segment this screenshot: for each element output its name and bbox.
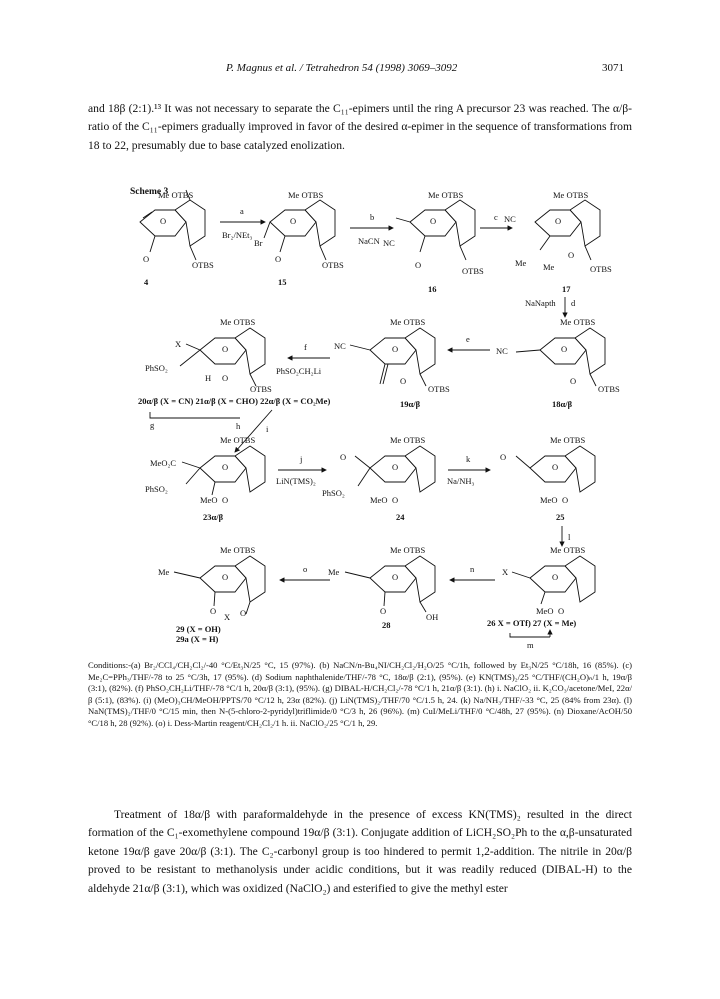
compound-label-28: 28 [382, 620, 391, 630]
group-me: Me [543, 262, 555, 272]
compound-label-16: 16 [428, 284, 437, 294]
compound-label-15: 15 [278, 277, 287, 287]
group-meo2c: MeO₂C [150, 458, 177, 468]
structure-29 [158, 545, 265, 644]
intro-paragraph: and 18β (2:1).¹³ It was not necessary to separate the C₁₁-epimers until the ring A precursor 23 was reached. The α/β-ratio of the C₁₁-epimers gradually improved in favor of the desired α-epimer in the sequence of transformations from 18 to 22, presumably due to base catalyzed enolization. [88, 102, 632, 152]
compound-label-20-22: 20α/β (X = CN) 21α/β (X = CHO) 22α/β (X = CO₂Me) [138, 396, 331, 406]
group-me-otbs: Me OTBS [220, 545, 256, 555]
step-j: j [300, 454, 303, 464]
group-otbs: OTBS [598, 384, 620, 394]
reagent-b: NaCN [358, 236, 380, 246]
group-oh: OH [426, 612, 439, 622]
step-c: c [494, 212, 498, 222]
group-o: O [340, 452, 347, 462]
group-me-otbs: Me OTBS [288, 190, 324, 200]
group-o: O [430, 216, 437, 226]
compound-label-26-27: 26 X = OTf) 27 (X = Me) [487, 618, 577, 628]
group-o: O [562, 495, 569, 505]
compound-label-25: 25 [556, 512, 565, 522]
group-me: Me [328, 567, 340, 577]
structure-20-22 [138, 317, 330, 406]
group-me-otbs: Me OTBS [158, 190, 194, 200]
step-a: a [240, 206, 244, 216]
group-me-otbs: Me OTBS [428, 190, 464, 200]
group-br: Br [254, 238, 263, 248]
group-x: X [224, 612, 231, 622]
group-o: O [222, 495, 229, 505]
group-nc: NC [504, 214, 516, 224]
compound-label-19: 19α/β [400, 399, 421, 409]
group-otbs: OTBS [322, 260, 344, 270]
step-k: k [466, 454, 471, 464]
group-o: O [561, 344, 568, 354]
group-otbs: OTBS [462, 266, 484, 276]
group-o: O [290, 216, 297, 226]
structure-18 [496, 317, 620, 409]
compound-label-29a: 29a (X = H) [176, 634, 219, 644]
group-o: O [222, 373, 229, 383]
group-x: X [175, 339, 182, 349]
group-o: O [392, 344, 399, 354]
structure-28 [328, 545, 438, 630]
step-g: g [150, 420, 155, 430]
group-otbs: OTBS [250, 384, 272, 394]
group-o: O [222, 462, 229, 472]
group-o: O [240, 608, 247, 618]
group-me-otbs: Me OTBS [550, 545, 586, 555]
page-number: 3071 [602, 62, 624, 74]
reagent-j: LiN(TMS)₂ [276, 476, 316, 486]
reagent-d: NaNapth [525, 298, 556, 308]
structure-24 [322, 435, 435, 522]
compound-label-24: 24 [396, 512, 405, 522]
group-meo: MeO [200, 495, 218, 505]
group-o: O [568, 250, 575, 260]
group-nc: NC [334, 341, 346, 351]
running-title: P. Magnus et al. / Tetrahedron 54 (1998) 3069–3092 [226, 62, 458, 74]
group-phso2: PhSO₂ [322, 488, 345, 498]
structure-15 [254, 190, 344, 287]
structure-16 [383, 190, 484, 294]
compound-label-17: 17 [562, 284, 571, 294]
compound-label-29: 29 (X = OH) [176, 624, 221, 634]
group-o: O [555, 216, 562, 226]
group-o: O [500, 452, 507, 462]
compound-label-18: 18α/β [552, 399, 573, 409]
step-n: n [470, 564, 475, 574]
group-o: O [222, 344, 229, 354]
reagent-a: Br₂/NEt₃ [222, 230, 253, 240]
compound-label-23: 23α/β [203, 512, 224, 522]
closing-paragraph: Treatment of 18α/β with paraformaldehyde in the presence of excess KN(TMS)₂ resulted in the direct formation of the C₁-exomethylene compound 19α/β (3:1). Conjugate addition of LiCH₂SO₂Ph to the α,β-unsaturated ketone 19α/β gave 20α/β (3:1). The C₂-carbonyl group is too hindered to permit 1,2-addition. The nitrile in 20α/β proved to be resistant to methanolysis under acidic conditions, but it was readily reduced (DIBAL-H) to the aldehyde 21α/β (3:1), which was oxidized (NaClO₂) and esterified to give the methyl ester [88, 808, 632, 895]
structure-26-27 [487, 545, 595, 628]
group-o: O [380, 606, 387, 616]
group-otbs: OTBS [590, 264, 612, 274]
structure-4 [140, 190, 214, 287]
group-nc: NC [496, 346, 508, 356]
step-m: m [527, 640, 534, 650]
group-me: Me [515, 258, 527, 268]
group-o: O [392, 495, 399, 505]
step-i: i [266, 424, 269, 434]
structure-17 [504, 190, 612, 294]
reagent-f: PhSO₂CH₂Li [276, 366, 322, 376]
group-o: O [400, 376, 407, 386]
group-o: O [392, 462, 399, 472]
group-meo: MeO [536, 606, 554, 616]
group-nc: NC [383, 238, 395, 248]
group-me-otbs: Me OTBS [390, 435, 426, 445]
group-o: O [392, 572, 399, 582]
group-o: O [552, 462, 559, 472]
group-o: O [210, 606, 217, 616]
group-me-otbs: Me OTBS [560, 317, 596, 327]
step-f: f [304, 342, 307, 352]
step-e: e [466, 334, 470, 344]
step-b: b [370, 212, 375, 222]
conditions-footnote: Conditions:-(a) Br₂/CCl₄/CH₂Cl₂/-40 °C/Et₃N/25 °C, 15 (97%). (b) NaCN/n-Bu₄NI/CH₂Cl₂/H₂O/25 °C/1h, followed by Et₃N/25 °C/18h, 16 (85%). (c) Me₂C=PPh₃/THF/-78 to 25 °C/3h, 17 (95%). (d) Sodium naphthalenide/THF/-78 °C, 18α/β (2:1), (95%). (e) KN(TMS)₂/25 °C/THF/(CH₂O)ₙ/1 h, 19α/β (3:1), (82%). (f) PhSO₂CH₂Li/THF/-78 °C/1 h, 20α/β (3:1), (95%). (g) DIBAL-H/CH₂Cl₂/-78 °C/1 h, 21α/β (3:1). (h) i. NaClO₂ ii. K₂CO₃/acetone/MeI, 22α/β (5:1), (83%). (i) (MeO)₃CH/MeOH/PPTS/70 °C/12 h, 23α (82%). (j) LiN(TMS)₂/THF/70 °C/1.5 h, 24. (k) Na/NH₃/THF/-33 °C, 25 (84% from 23α). (l) NaN(TMS)₂/THF/0 °C/15 min, then N-(5-chloro-2-pyridyl)triflimide/0 °C/3 h, 26 (96%). (m) CuI/MeLi/THF/0 °C/48h, 27 (95%). (n) Dioxane/AcOH/50 °C/18 h, 28 (92%). (o) i. Dess-Martin reagent/CH₂Cl₂/1 h. ii. NaClO₂/25 °C/1 h, 29. [88, 660, 632, 728]
step-o: o [303, 564, 308, 574]
reagent-k: Na/NH₃ [447, 476, 475, 486]
group-me-otbs: Me OTBS [220, 317, 256, 327]
group-o: O [415, 260, 422, 270]
group-me-otbs: Me OTBS [220, 435, 256, 445]
group-me-otbs: Me OTBS [553, 190, 589, 200]
group-otbs: OTBS [428, 384, 450, 394]
step-d: d [571, 298, 576, 308]
group-me-otbs: Me OTBS [550, 435, 586, 445]
group-o: O [275, 254, 282, 264]
group-otbs: OTBS [192, 260, 214, 270]
group-phso2: PhSO₂ [145, 363, 168, 373]
group-o: O [552, 572, 559, 582]
group-me-otbs: Me OTBS [390, 317, 426, 327]
group-meo: MeO [370, 495, 388, 505]
group-o: O [558, 606, 565, 616]
scheme-title: Scheme 3 [130, 187, 169, 197]
structure-19 [334, 317, 450, 409]
structure-23 [145, 435, 265, 522]
structure-25 [500, 435, 595, 522]
group-o: O [143, 254, 150, 264]
group-x: X [502, 567, 509, 577]
group-h: H [205, 373, 212, 383]
group-me: Me [158, 567, 170, 577]
group-o: O [222, 572, 229, 582]
step-l: l [568, 532, 571, 542]
compound-label-4: 4 [144, 277, 149, 287]
group-meo: MeO [540, 495, 558, 505]
group-me-otbs: Me OTBS [390, 545, 426, 555]
step-h: h [236, 421, 241, 431]
group-o: O [160, 216, 167, 226]
group-o: O [570, 376, 577, 386]
group-phso2: PhSO₂ [145, 484, 168, 494]
